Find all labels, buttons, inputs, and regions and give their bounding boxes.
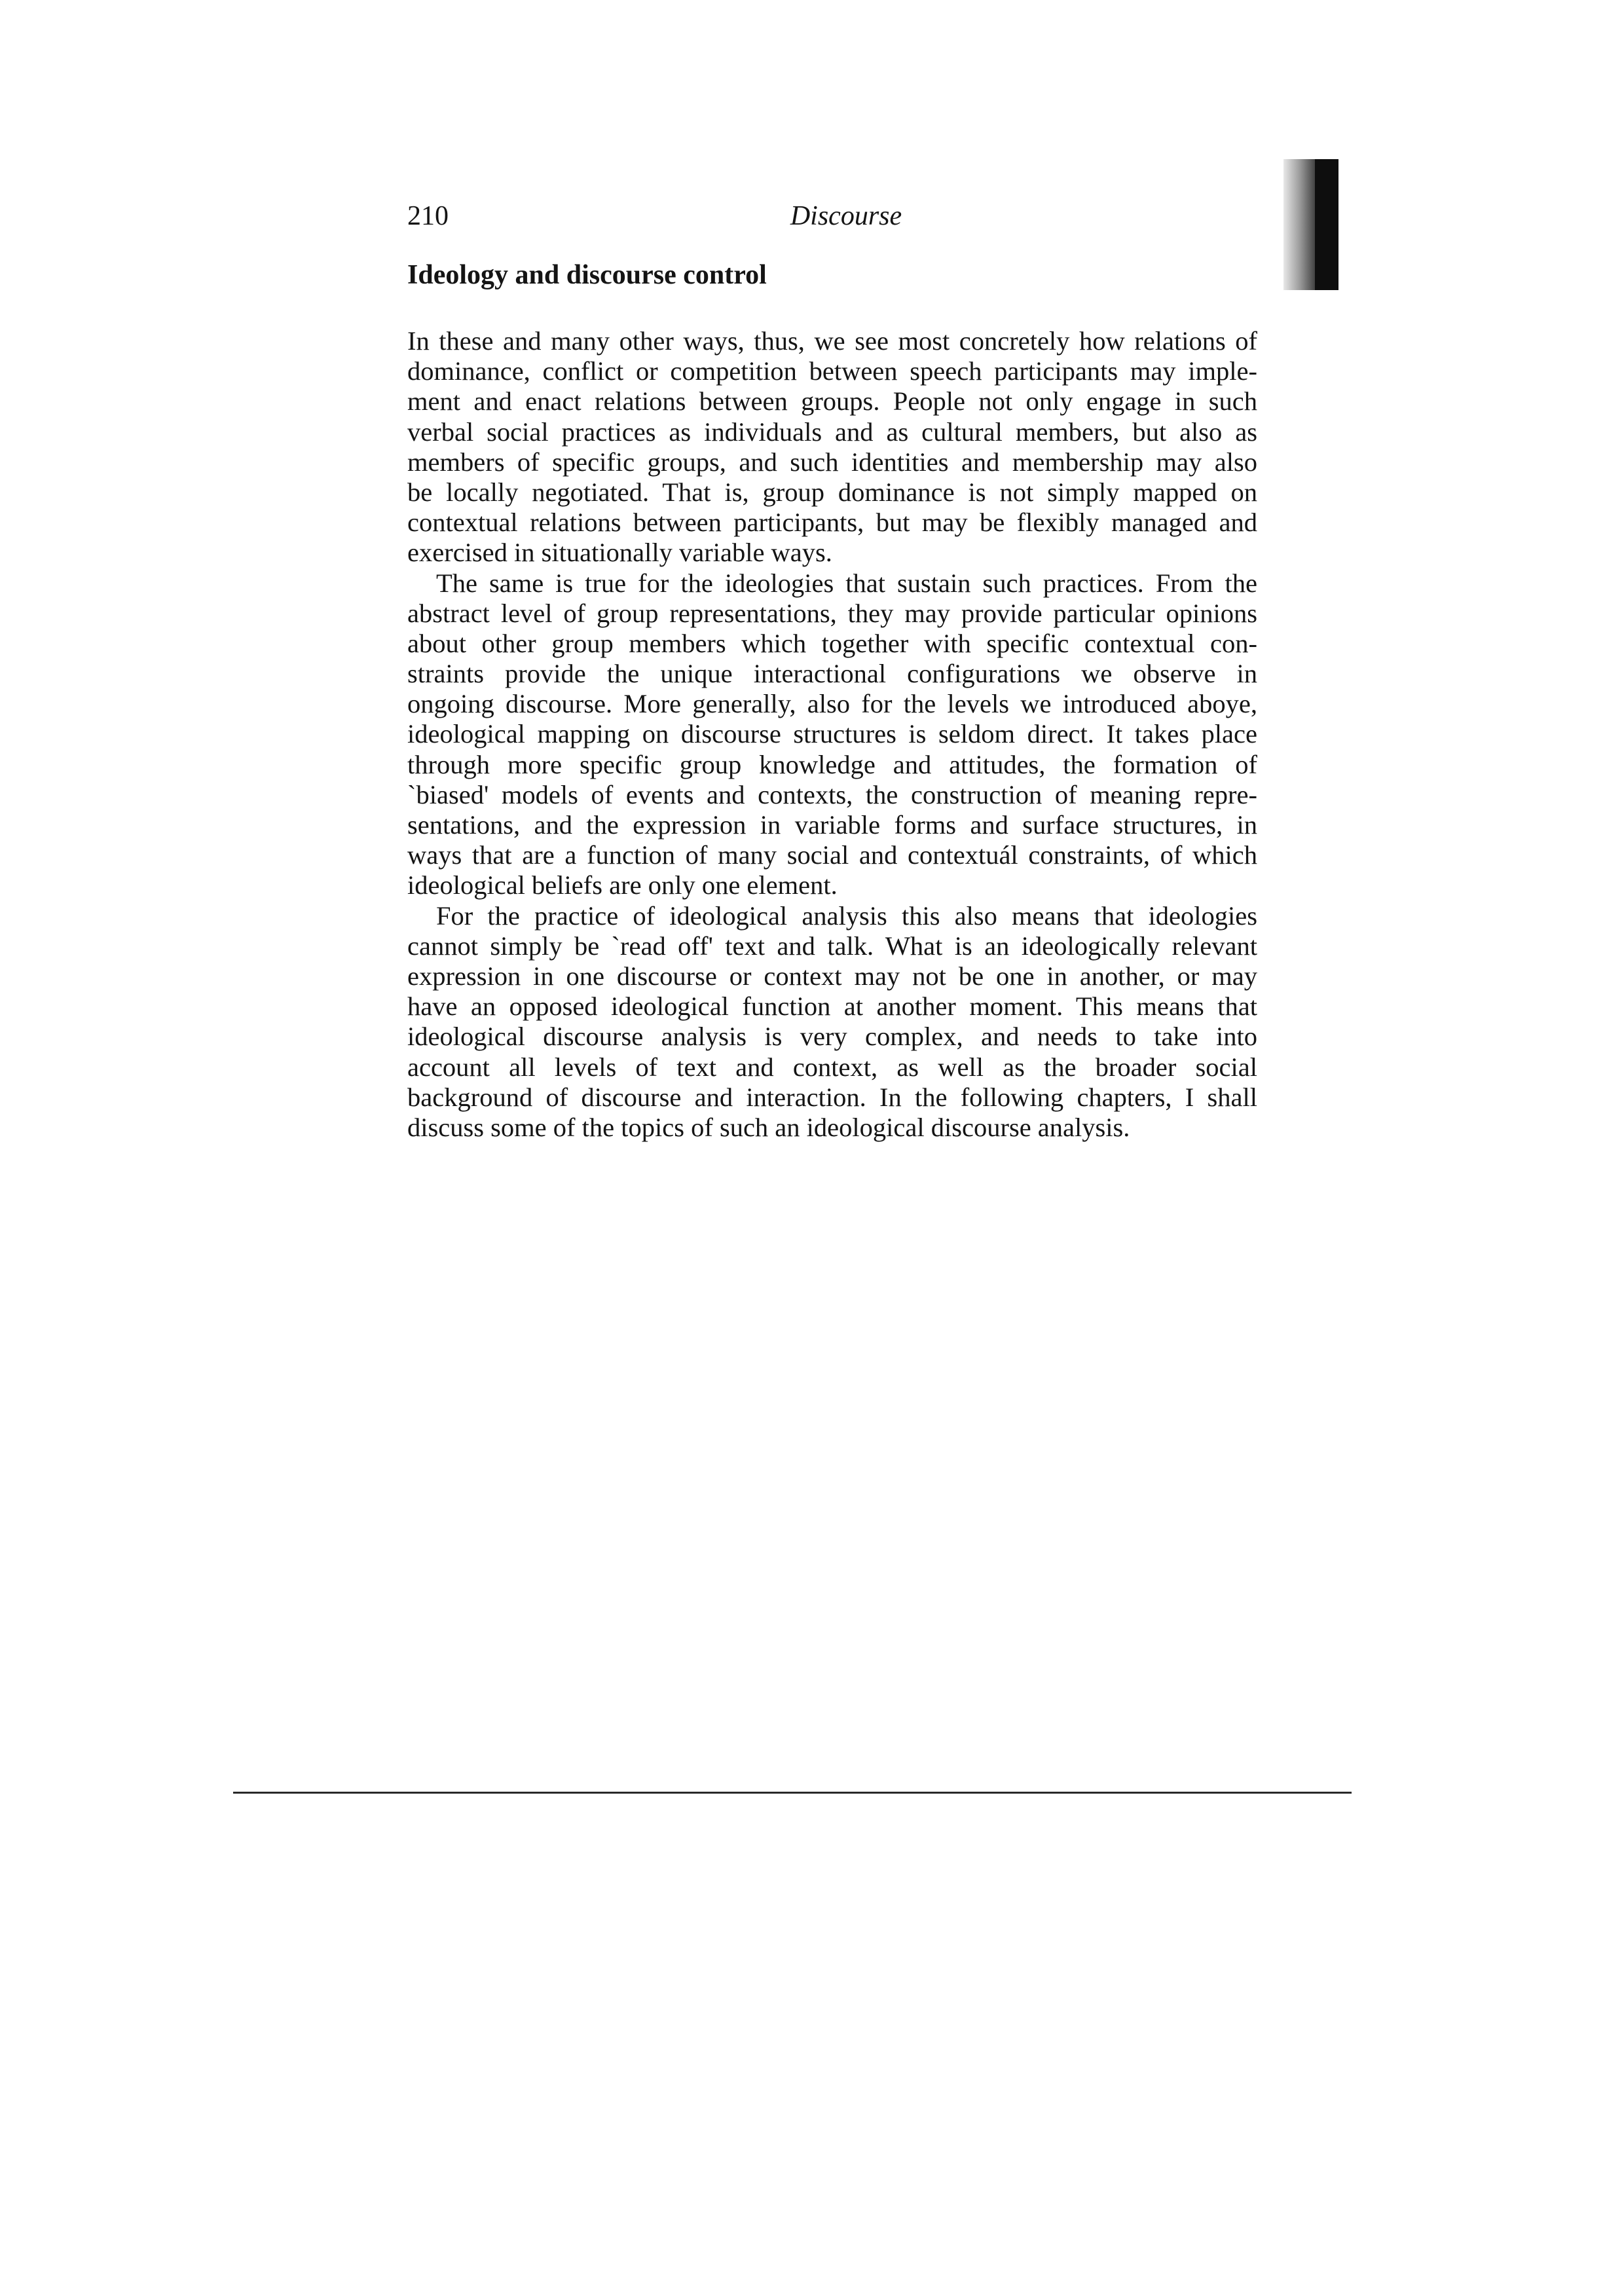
running-head xyxy=(407,196,1259,236)
paragraph-1 xyxy=(407,326,1257,568)
text-line: ideological beliefs are only one element. xyxy=(407,870,838,900)
text-line: In these and many other ways, thus, we see most concretely how relations of xyxy=(407,326,1257,356)
text-line: expression in one discourse or context may not be one in another, or may xyxy=(407,961,1257,991)
section-heading: Ideology and discourse control xyxy=(407,260,767,290)
text-line: account all levels of text and context, as well as the broader social xyxy=(407,1052,1257,1082)
text-line: through more specific group knowledge and attitudes, the formation of xyxy=(407,749,1257,779)
text-line: ideological mapping on discourse structures is seldom direct. It takes place xyxy=(407,719,1257,749)
footer-rule xyxy=(233,1792,1352,1794)
text-line: ways that are a function of many social and contextuál constraints, of which xyxy=(407,840,1257,870)
text-line: exercised in situationally variable ways. xyxy=(407,538,832,568)
text-line: abstract level of group representations, they may provide particular opinions xyxy=(407,598,1257,628)
text-line: straints provide the unique interactional configurations we observe in xyxy=(407,659,1257,689)
text-line: dominance, conflict or competition between speech participants may imple- xyxy=(407,356,1257,386)
scan-edge-mark-core xyxy=(1315,159,1338,290)
running-title: Discourse xyxy=(790,201,902,231)
paragraph-2 xyxy=(407,568,1257,901)
text-line: discuss some of the topics of such an ideological discourse analysis. xyxy=(407,1112,1130,1142)
text-line: contextual relations between participants, but may be flexibly managed and xyxy=(407,508,1257,538)
text-line: ideological discourse analysis is very complex, and needs to take into xyxy=(407,1022,1257,1052)
text-line: sentations, and the expression in variable forms and surface structures, in xyxy=(407,810,1257,840)
text-line: ment and enact relations between groups. People not only engage in such xyxy=(407,386,1257,416)
paragraph-3 xyxy=(407,901,1257,1143)
text-line: `biased' models of events and contexts, the construction of meaning repre- xyxy=(407,779,1257,809)
text-line: about other group members which together with specific contextual con- xyxy=(407,628,1257,658)
body-text xyxy=(407,326,1257,1143)
text-line: ongoing discourse. More generally, also for the levels we introduced aboye, xyxy=(407,689,1257,719)
text-line: background of discourse and interaction. In the following chapters, I shall xyxy=(407,1082,1257,1112)
text-line: cannot simply be `read off' text and talk. What is an ideologically relevant xyxy=(407,931,1257,961)
page-number: 210 xyxy=(407,201,449,231)
text-line: The same is true for the ideologies that sustain such practices. From the xyxy=(436,568,1257,598)
text-line: verbal social practices as individuals and as cultural members, but also as xyxy=(407,416,1257,447)
text-line: members of specific groups, and such identities and membership may also xyxy=(407,447,1257,477)
text-line: have an opposed ideological function at another moment. This means that xyxy=(407,991,1257,1022)
text-line: For the practice of ideological analysis this also means that ideologies xyxy=(436,900,1257,931)
text-line: be locally negotiated. That is, group dominance is not simply mapped on xyxy=(407,477,1257,507)
